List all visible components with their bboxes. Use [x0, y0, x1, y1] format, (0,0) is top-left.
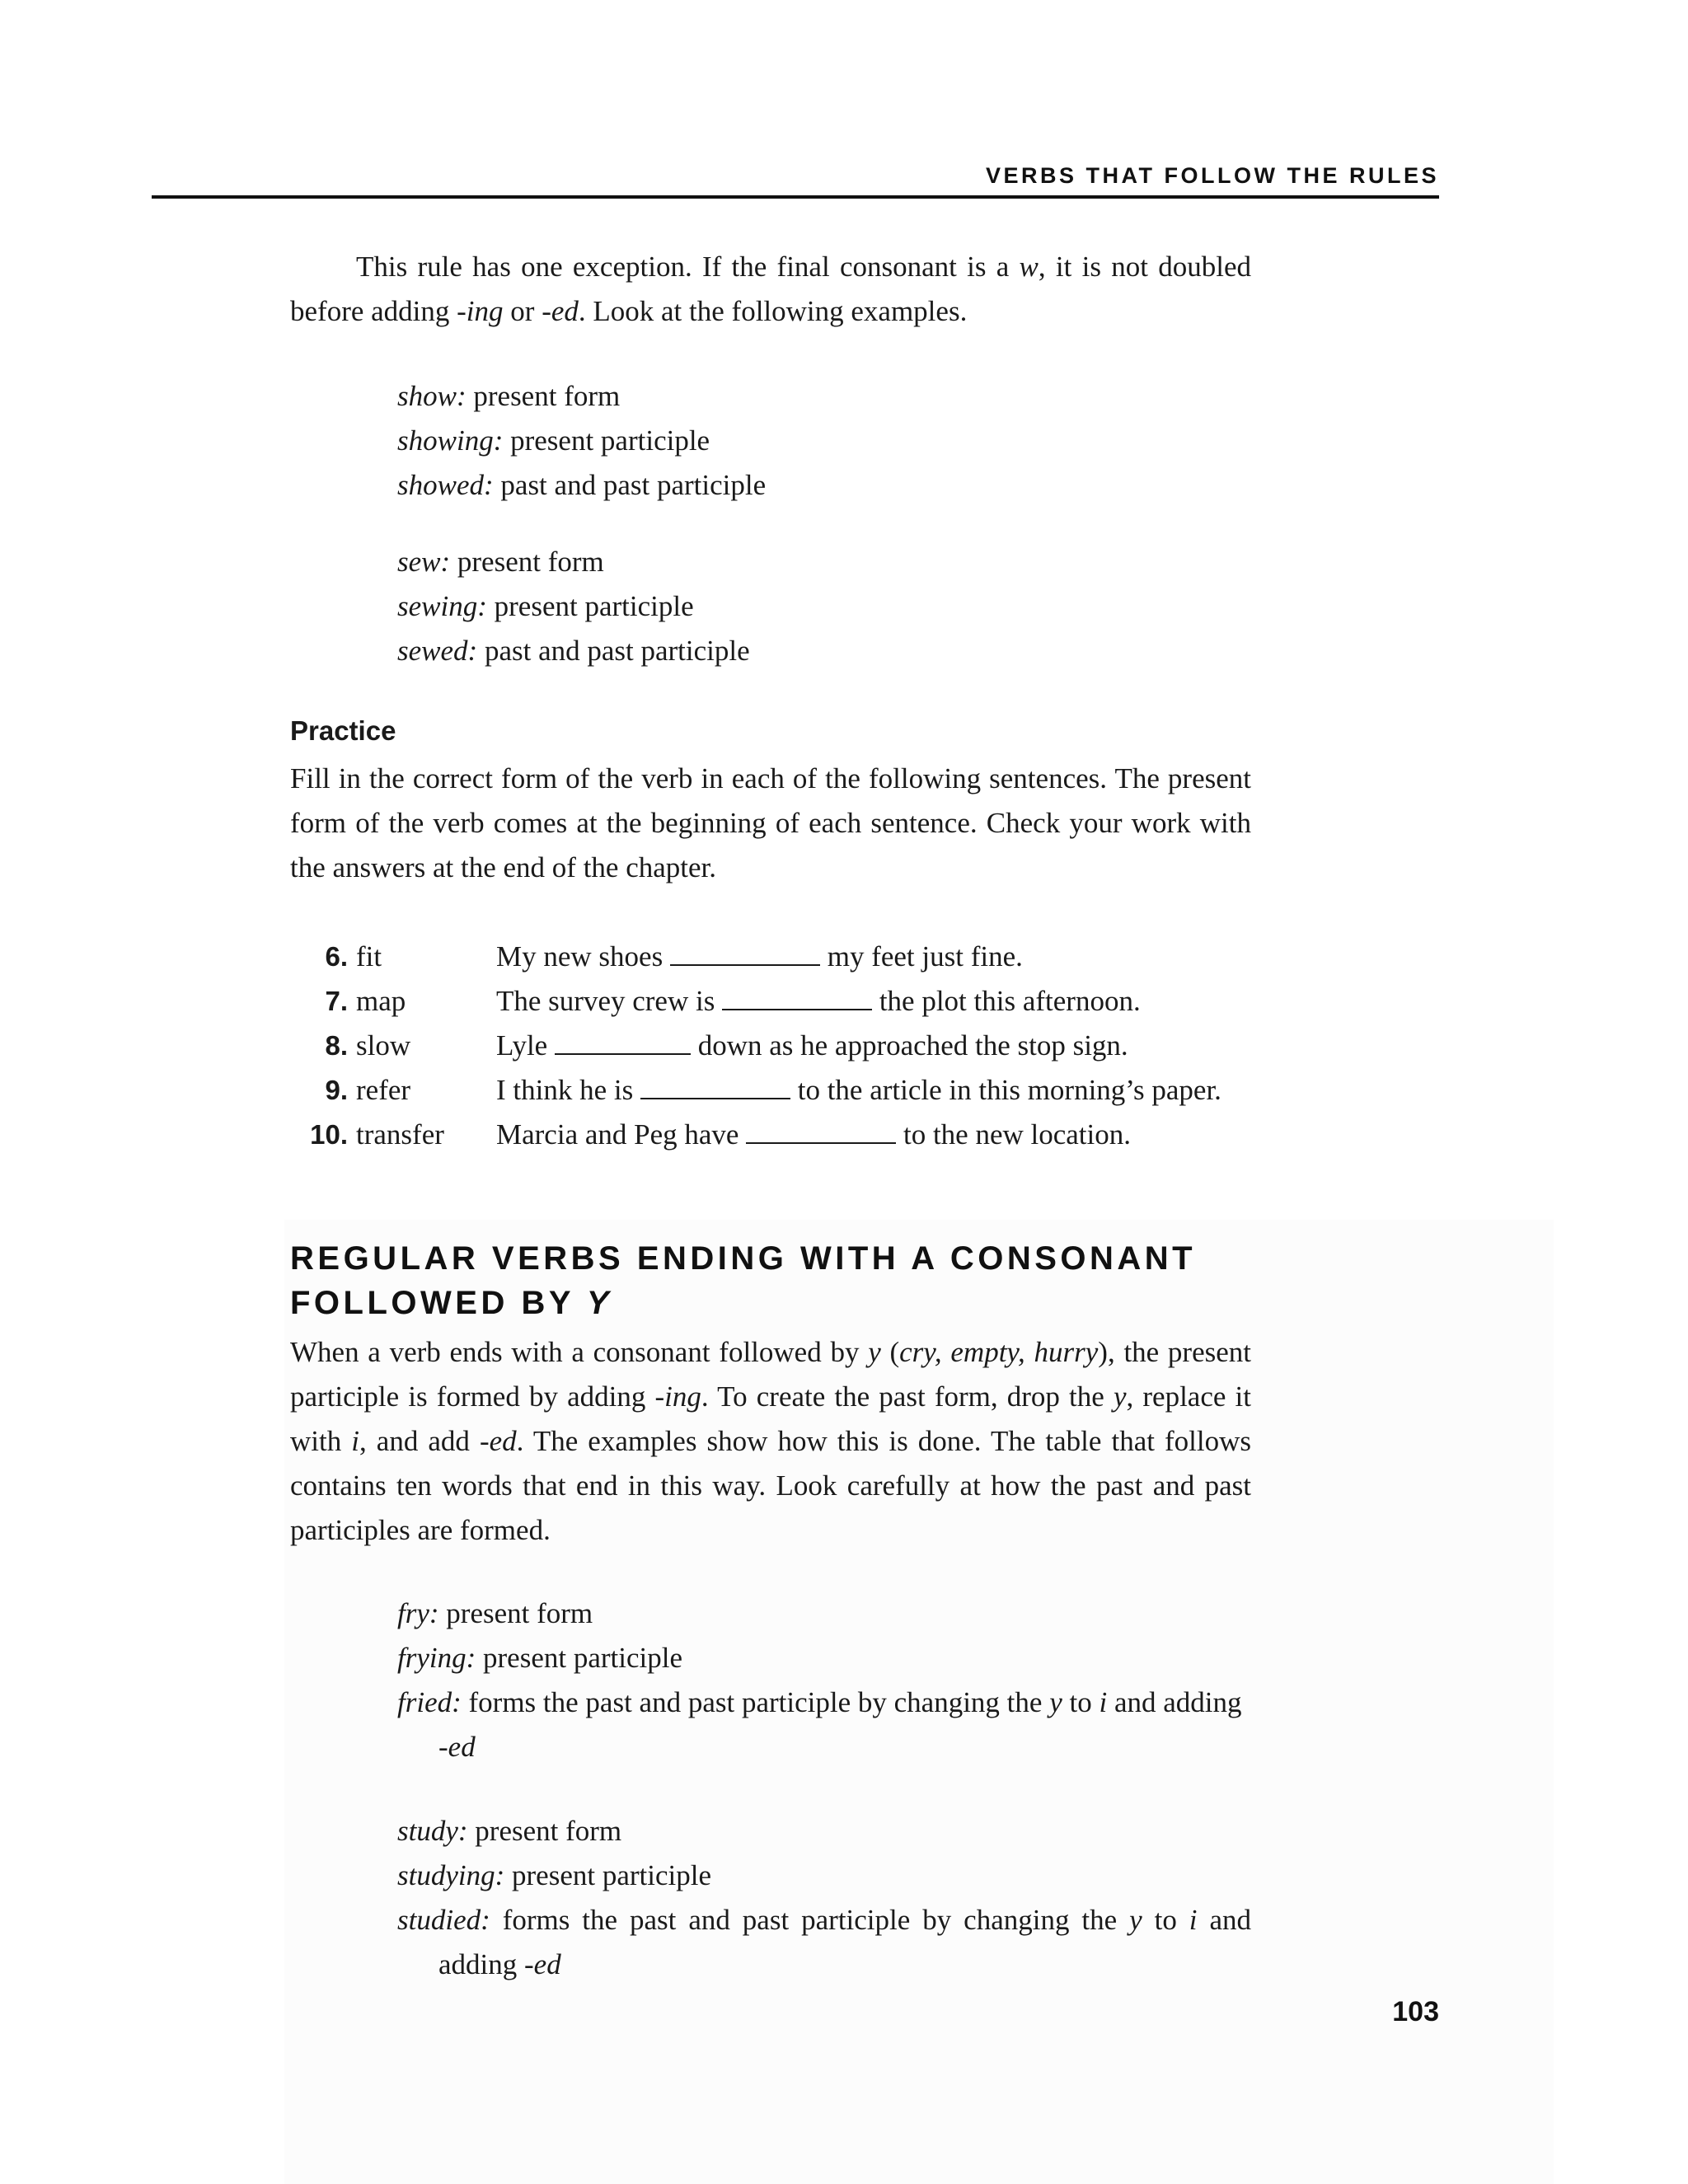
item-verb: fit: [356, 940, 382, 972]
example-study-group: [397, 1809, 1251, 1987]
example-line: fried: forms the past and past participle by changing the y to i and adding -ed: [397, 1686, 1242, 1763]
item-number: 9.: [325, 1075, 348, 1105]
example-line: studied: forms the past and past participle by changing the y to i and adding -ed: [397, 1904, 1251, 1980]
item-number: 6.: [325, 941, 348, 972]
example-line: frying: present participle: [397, 1642, 682, 1674]
example-line: sew: present form: [397, 546, 604, 578]
item-verb: refer: [356, 1074, 411, 1106]
answer-blank[interactable]: [640, 1073, 790, 1099]
page-number: 103: [1392, 1996, 1439, 2027]
item-number: 8.: [325, 1030, 348, 1061]
item-number: 10.: [310, 1119, 348, 1150]
example-line: sewing: present participle: [397, 590, 694, 622]
example-line: showed: past and past participle: [397, 469, 767, 501]
section-heading: REGULAR VERBS ENDING WITH A CONSONANT FOLLOWED BY Y: [290, 1240, 1197, 1321]
intro-paragraph: This rule has one exception. If the final consonant is a w, it is not doubled before adding -ing or -ed. Look at the following examples.: [290, 251, 1251, 327]
example-line: fry: present form: [397, 1597, 593, 1629]
exercise-item: 8. slow Lyle down as he approached the stop sign.: [290, 1024, 1279, 1068]
item-number: 7.: [325, 986, 348, 1016]
header-rule: [152, 195, 1439, 199]
item-verb: transfer: [356, 1118, 444, 1151]
practice-instructions: Fill in the correct form of the verb in each of the following sentences. The present form of the verb comes at the beginning of each sentence. Check your work with the answers at the end of the chapter.: [290, 762, 1251, 883]
exercise-item: 9. refer I think he is to the article in this morning’s paper.: [290, 1068, 1279, 1113]
answer-blank[interactable]: [670, 940, 820, 966]
example-fry-group: [397, 1591, 1251, 1769]
example-sew-group: [397, 540, 1251, 673]
section-paragraph: When a verb ends with a consonant followed by y (cry, empty, hurry), the present participle is formed by adding -ing. To create the past form, drop the y, replace it with i, and add -ed. The examples show how this is done. The table that follows contains ten words that end in this way. Look carefully at how the past and past participles are formed.: [290, 1336, 1252, 1546]
exercise-item: 10. transfer Marcia and Peg have to the new location.: [290, 1113, 1279, 1157]
example-line: sewed: past and past participle: [397, 635, 750, 667]
practice-heading: Practice: [290, 715, 396, 746]
example-show-group: [397, 374, 1251, 508]
running-head: VERBS THAT FOLLOW THE RULES: [986, 163, 1439, 188]
item-verb: slow: [356, 1029, 411, 1062]
example-line: studying: present participle: [397, 1859, 711, 1891]
answer-blank[interactable]: [722, 984, 872, 1010]
example-line: showing: present participle: [397, 424, 710, 457]
item-verb: map: [356, 985, 406, 1017]
answer-blank[interactable]: [555, 1029, 691, 1055]
practice-exercise-list: [290, 935, 1279, 1157]
answer-blank[interactable]: [746, 1118, 896, 1144]
example-line: show: present form: [397, 380, 621, 412]
example-line: study: present form: [397, 1815, 622, 1847]
exercise-item: 7. map The survey crew is the plot this afternoon.: [290, 979, 1279, 1024]
exercise-item: 6. fit My new shoes my feet just fine.: [290, 935, 1279, 979]
